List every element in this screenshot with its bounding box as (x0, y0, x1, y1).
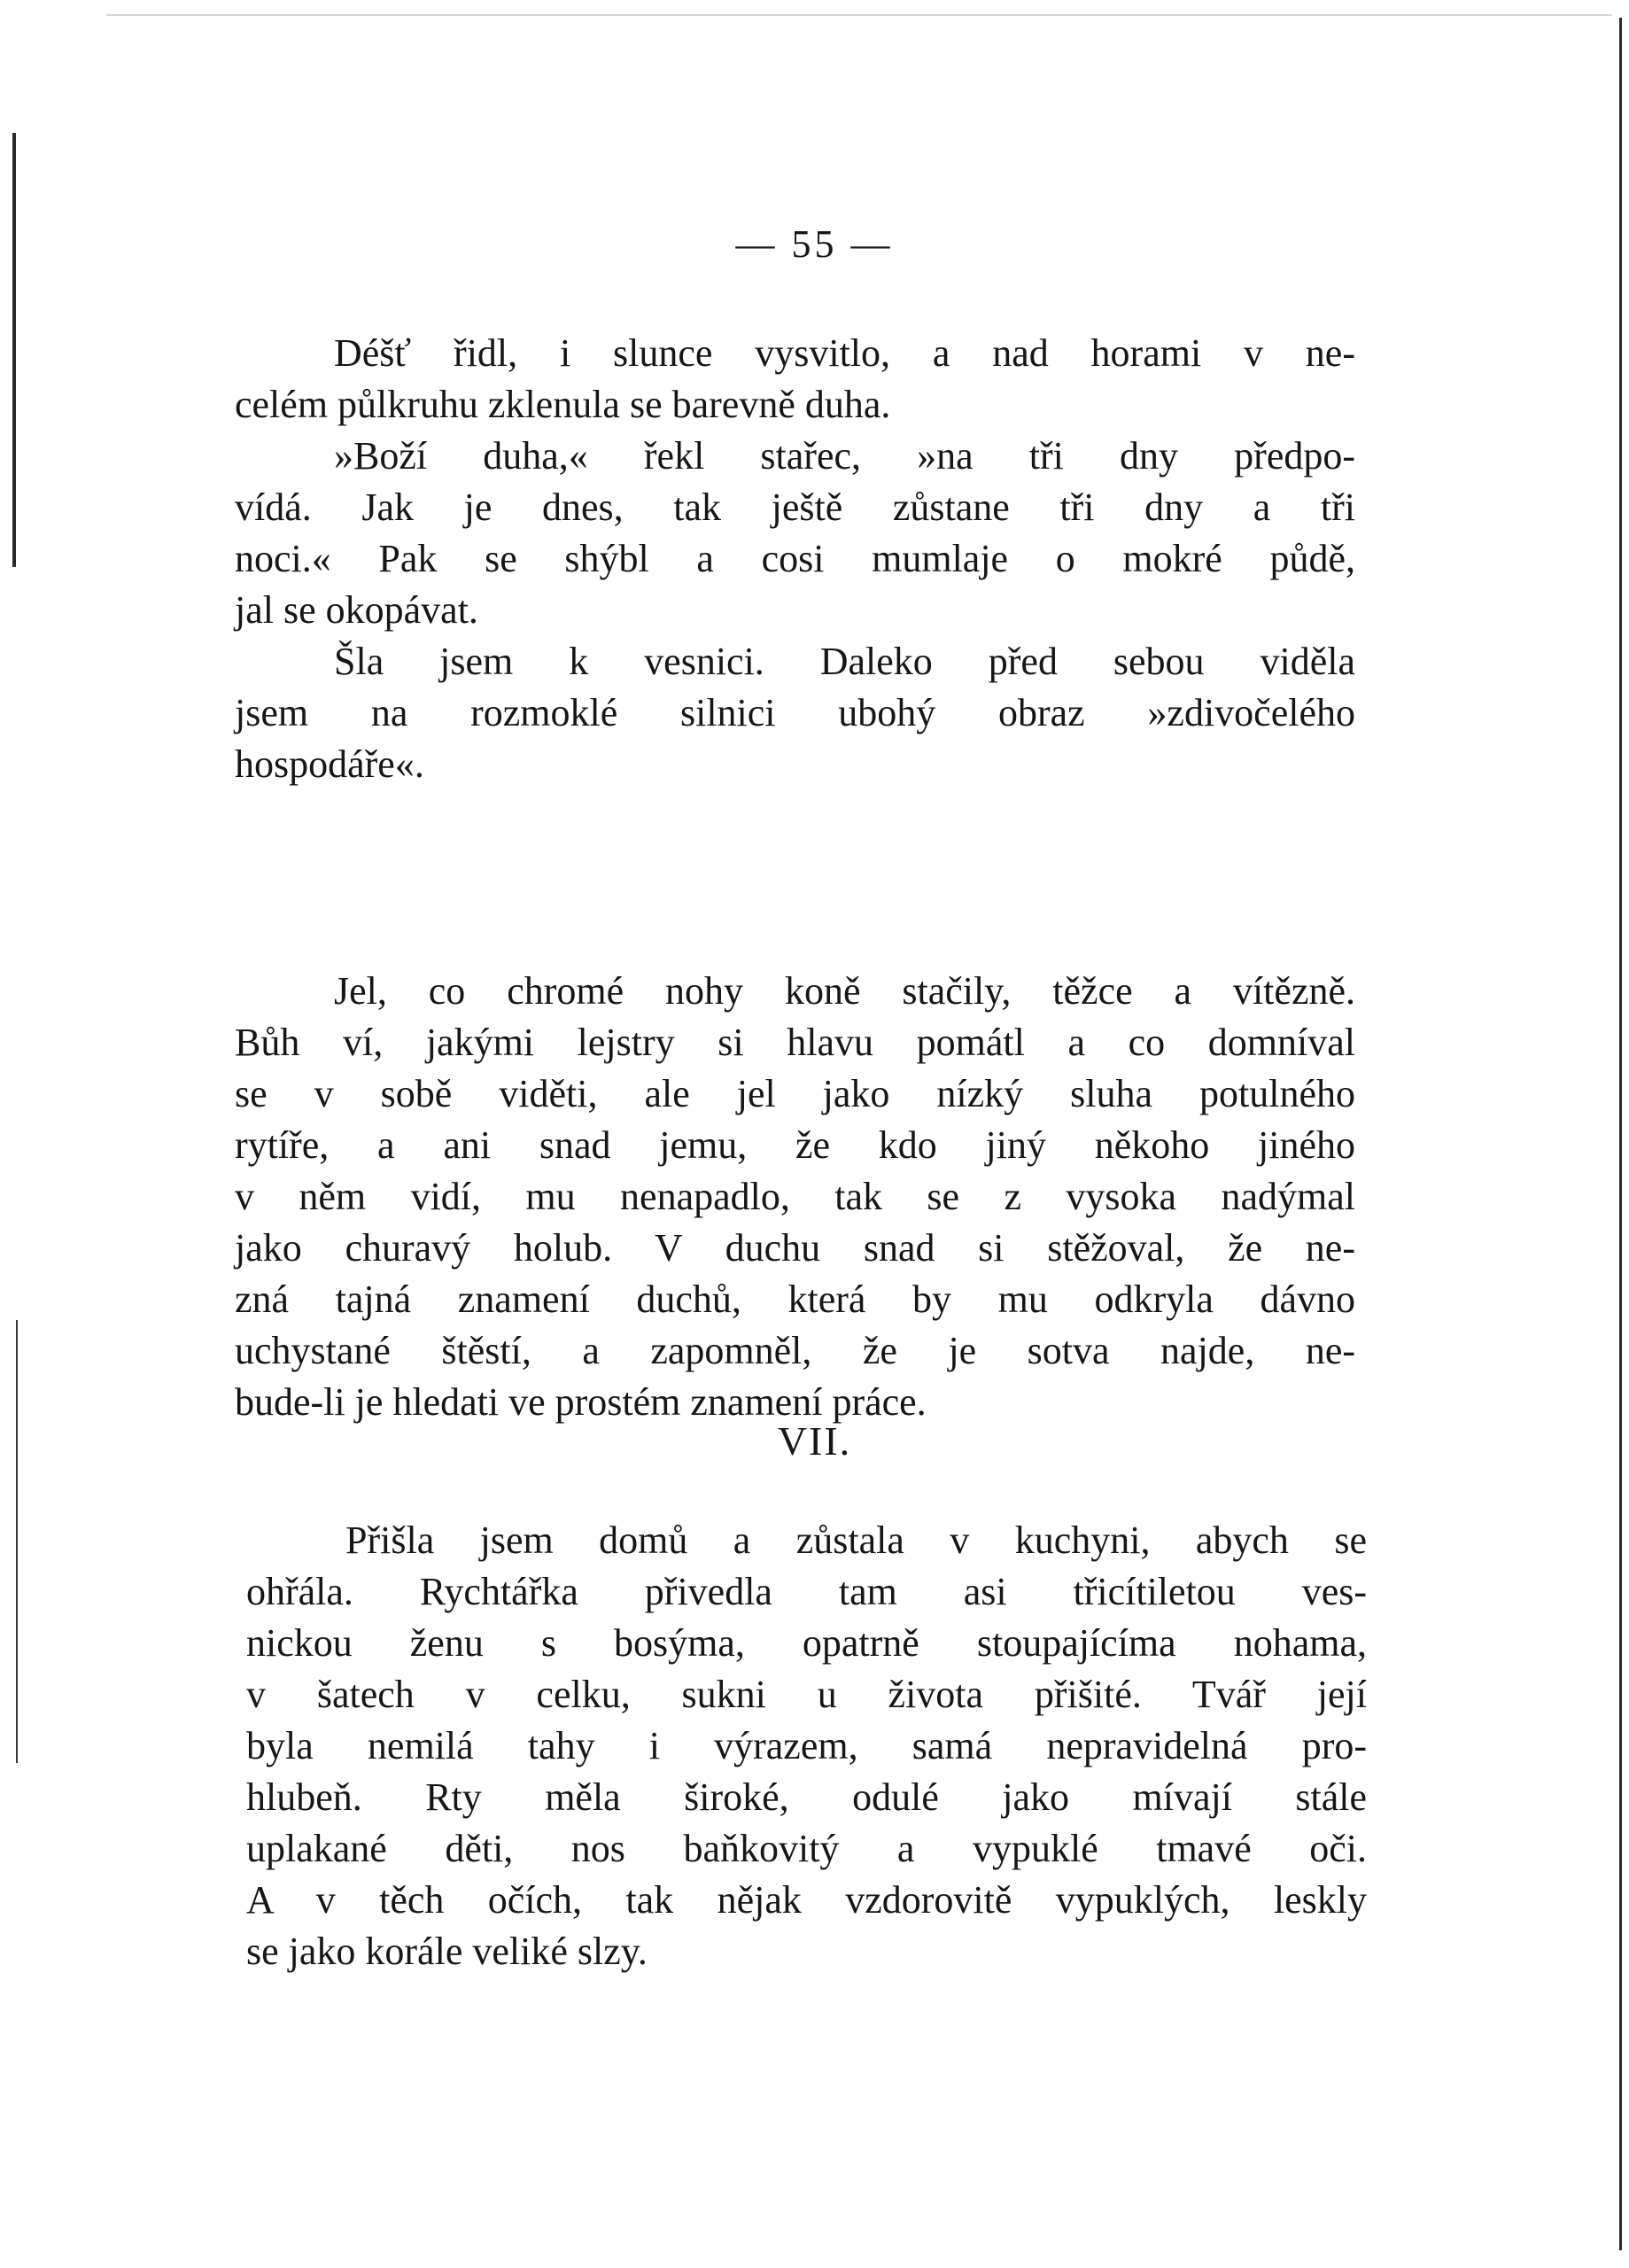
text-block-top (235, 328, 1355, 790)
page-edge-top (106, 14, 1612, 16)
chapter-heading: VII. (777, 1418, 852, 1464)
text-line: v něm vidí, mu nenapadlo, tak se z vysoka nadýmal (235, 1175, 1355, 1218)
page-edge-left-lower (16, 1320, 18, 1763)
text-line: byla nemilá tahy i výrazem, samá nepravidelná pro- (246, 1724, 1367, 1767)
text-line: bude-li je hledati ve prostém znamení práce. (235, 1380, 927, 1424)
paragraph (235, 431, 1355, 636)
text-line: ohřála. Rychtářka přivedla tam asi třicítiletou ves- (246, 1570, 1367, 1613)
text-line: A v těch očích, tak nějak vzdorovitě vypuklých, leskly (246, 1878, 1367, 1922)
text-line: uchystané štěstí, a zapomněl, že je sotva najde, ne- (235, 1329, 1355, 1372)
text-line: celém půlkruhu zklenula se barevně duha. (235, 383, 891, 426)
text-line: zná tajná znamení duchů, která by mu odkryla dávno (235, 1278, 1355, 1321)
text-line: jako churavý holub. V duchu snad si stěžoval, že ne- (235, 1226, 1355, 1270)
paragraph (235, 328, 1355, 431)
text-line: Bůh ví, jakými lejstry si hlavu pomátl a co domníval (235, 1021, 1355, 1064)
text-line: uplakané děti, nos baňkovitý a vypuklé tmavé oči. (246, 1827, 1367, 1870)
text-line: v šatech v celku, sukni u života přišité. Tvář její (246, 1673, 1367, 1716)
text-line: jal se okopávat. (235, 588, 478, 632)
text-block-chapter (246, 1515, 1367, 1977)
page-number: — 55 — (735, 222, 894, 266)
text-block-long-paragraph (235, 966, 1355, 1428)
text-line: noci.« Pak se shýbl a cosi mumlaje o mokré půdě, (235, 537, 1355, 580)
text-line: se v sobě viděti, ale jel jako nízký sluha potulného (235, 1072, 1355, 1115)
paragraph (246, 1515, 1367, 1977)
text-line: Přišla jsem domů a zůstala v kuchyni, abych se (345, 1518, 1367, 1562)
text-line: vídá. Jak je dnes, tak ještě zůstane tři dny a tři (235, 485, 1355, 529)
text-line: Šla jsem k vesnici. Daleko před sebou viděla (334, 640, 1355, 683)
text-line: se jako korále veliké slzy. (246, 1930, 648, 1973)
page-edge-left (12, 133, 16, 567)
text-line: Déšť řidl, i slunce vysvitlo, a nad horami v ne- (334, 331, 1355, 375)
text-line: rytíře, a ani snad jemu, že kdo jiný někoho jiného (235, 1123, 1355, 1167)
paragraph (235, 966, 1355, 1428)
page-edge-right (1619, 18, 1622, 2250)
text-line: hospodáře«. (235, 742, 424, 786)
paragraph (235, 636, 1355, 790)
text-line: hlubeň. Rty měla široké, odulé jako mívají stále (246, 1775, 1367, 1819)
text-line: »Boží duha,« řekl stařec, »na tři dny předpo- (334, 434, 1355, 478)
text-line: jsem na rozmoklé silnici ubohý obraz »zdivočelého (235, 691, 1355, 734)
text-line: Jel, co chromé nohy koně stačily, těžce a vítězně. (334, 969, 1355, 1013)
text-line: nickou ženu s bosýma, opatrně stoupajícíma nohama, (246, 1621, 1367, 1665)
